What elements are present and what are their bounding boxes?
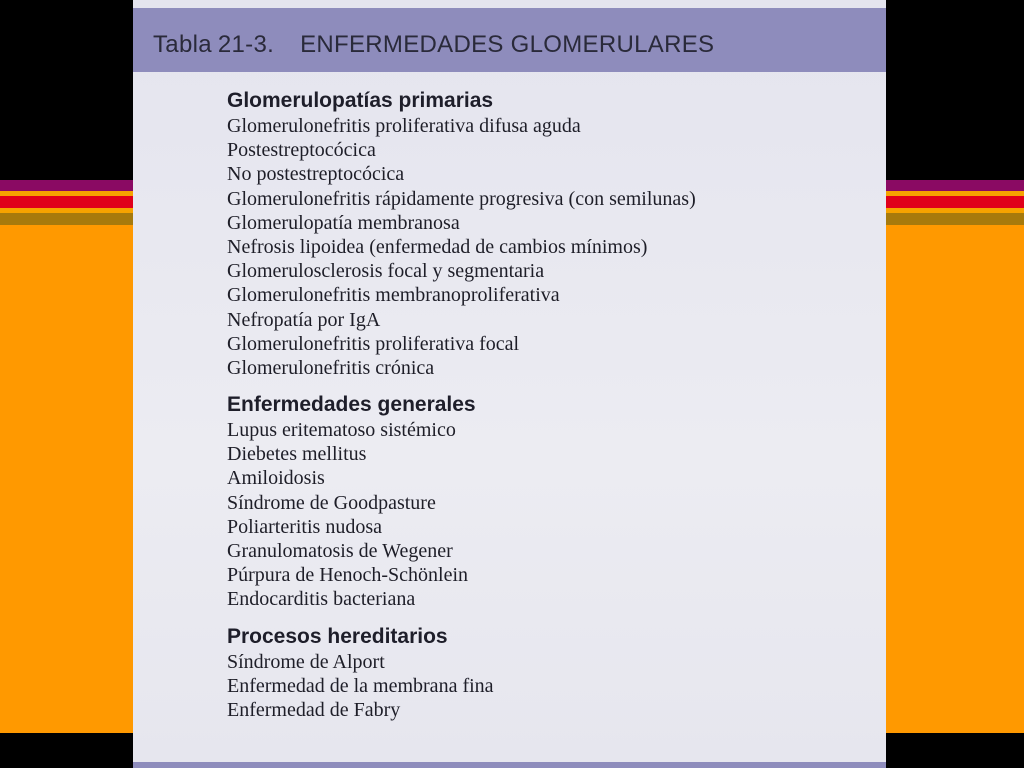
list-item: Síndrome de Goodpasture xyxy=(227,491,436,514)
list-item: Postestreptocócica xyxy=(227,139,376,162)
section-glomerulopatias-primarias xyxy=(227,88,867,380)
section-heading: Enfermedades generales xyxy=(227,393,476,417)
table-label: Tabla xyxy=(153,31,212,58)
list-item: Endocarditis bacteriana xyxy=(227,588,416,611)
table-heading: ENFERMEDADES GLOMERULARES xyxy=(300,31,715,58)
list-item: Glomerulonefritis rápidamente progresiva (con semilunas) xyxy=(227,187,696,210)
table-header xyxy=(133,8,886,72)
list-item: Nefrosis lipoidea (enfermedad de cambios mínimos) xyxy=(227,235,648,258)
list-item: Glomerulonefritis membranoproliferativa xyxy=(227,284,560,307)
list-item: Enfermedad de Fabry xyxy=(227,698,401,721)
list-item: Nefropatía por IgA xyxy=(227,308,381,331)
list-item: Glomerulopatía membranosa xyxy=(227,211,460,234)
table-title xyxy=(153,31,714,59)
list-item: Granulomatosis de Wegener xyxy=(227,540,453,562)
table-page xyxy=(133,0,886,768)
list-item: Glomerulosclerosis focal y segmentaria xyxy=(227,260,545,283)
list-item: Síndrome de Alport xyxy=(227,650,385,673)
list-item: Lupus eritematoso sistémico xyxy=(227,419,456,442)
list-item: Poliarteritis nudosa xyxy=(227,515,382,538)
list-item: Púrpura de Henoch-Schönlein xyxy=(227,564,469,587)
section-heading: Glomerulopatías primarias xyxy=(227,89,494,112)
table-number: 21-3. xyxy=(217,31,275,58)
page-bottom-edge xyxy=(133,762,886,768)
section-heading: Procesos hereditarios xyxy=(227,624,448,648)
list-item: Diebetes mellitus xyxy=(227,443,367,466)
section-procesos-hereditarios xyxy=(227,624,867,723)
list-item: Amiloidosis xyxy=(227,467,325,490)
section-enfermedades-generales xyxy=(227,392,867,612)
table-content xyxy=(227,88,867,722)
list-item: No postestreptocócica xyxy=(227,163,405,186)
list-item: Glomerulonefritis proliferativa focal xyxy=(227,332,520,355)
list-item: Glomerulonefritis crónica xyxy=(227,356,435,379)
list-item: Enfermedad de la membrana fina xyxy=(227,674,494,697)
list-item: Glomerulonefritis proliferativa difusa aguda xyxy=(227,115,581,137)
